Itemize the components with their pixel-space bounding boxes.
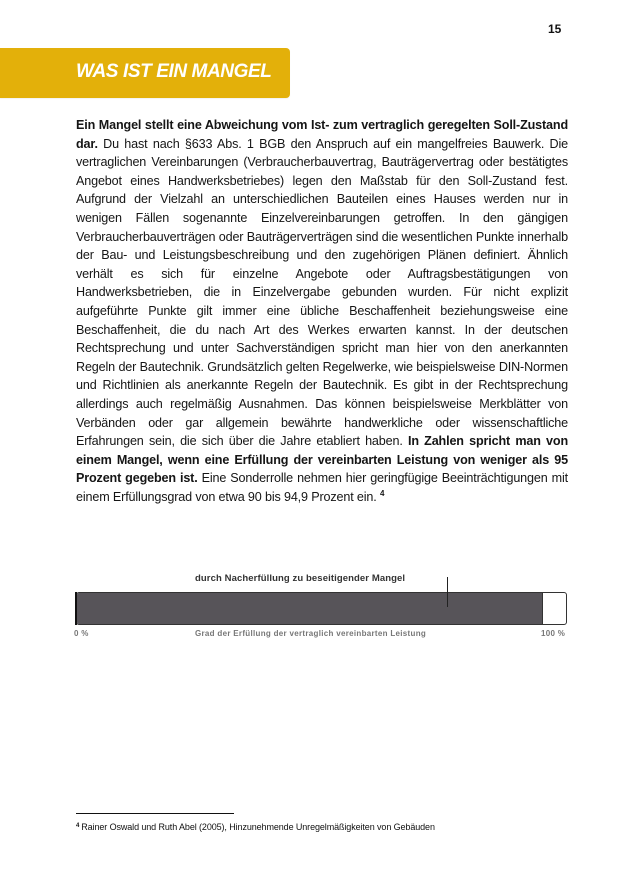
section-heading-title: WAS IST EIN MANGEL [76, 61, 272, 82]
footnote [76, 822, 435, 832]
footnote-reference[interactable]: 4 [379, 488, 385, 498]
fulfillment-bar-track [76, 592, 567, 625]
axis-max-label: 100 % [541, 629, 566, 638]
label-marker-line [447, 577, 448, 607]
bold-statement: In Zahlen spricht man von einem Mangel, wenn eine Erfüllung der vereinbarten Leistung von weniger als 95 Prozent gegeben ist. [76, 434, 569, 486]
figure-label: durch Nacherfüllung zu beseitigender Mangel [195, 573, 406, 584]
body-text-part-2: Eine Sonderrolle nehmen hier geringfügige Beeinträchtigungen mit einem Erfüllungsgrad von etwa 90 bis 94,9 Prozent ein. [76, 471, 568, 504]
footnote-number: 4 [76, 823, 80, 829]
axis-title: Grad der Erfüllung der vertraglich vereinbarten Leistung [195, 629, 427, 638]
section-heading-banner [0, 48, 290, 98]
axis-min-label: 0 % [74, 629, 89, 638]
footnote-divider [76, 813, 234, 814]
bold-intro: Ein Mangel stellt eine Abweichung vom Ist- zum vertraglich geregelten Soll-Zustand dar. [76, 118, 568, 151]
fulfillment-figure [0, 560, 644, 650]
fulfillment-bar-fill [77, 593, 543, 624]
footnote-text: Rainer Oswald und Ruth Abel (2005), Hinzunehmende Unregelmäßigkeiten von Gebäuden [81, 822, 435, 832]
page-number: 15 [548, 22, 562, 36]
bar-left-edge [75, 592, 77, 625]
body-text-part-1: Du hast nach §633 Abs. 1 BGB den Anspruch auf ein mangelfreies Bauwerk. Die vertraglichen Vereinbarungen (Verbraucherbauvertrag, Bauträgervertrag oder bestätigtes Angebot eines Handwerksbetriebes) legen den Maßstab für den Soll-Zustand fest. Aufgrund der Vielzahl an unterschiedlichen Bauteilen eines Hauses werden nur in wenigen Fällen sogenannte Einzelvereinbarungen getroffen. In den gängigen Verbraucherbauverträgen oder Bauträgerverträgen sind die wesentlichen Punkte innerhalb der Bau- und Leistungsbeschreibung und den zugehörigen Plänen definiert. Ähnlich verhält es sich für einzelne Angebote oder Auftragsbestätigungen von Handwerksbetrieben, die in Einzelvergabe gebunden wurden. Für nicht explizit aufgeführte Punkte gilt immer eine übliche Beschaffenheit beziehungsweise eine Beschaffenheit, die du nach Art des Werkes erwarten kannst. In der deutschen Rechtsprechung und unter Sachverständigen spricht man hier von den anerkannten Regeln der Bautechnik. Grundsätzlich gelten Regelwerke, wie beispielsweise DIN-Normen und Richtlinien als anerkannte Regeln der Bautechnik. Es gibt in der Rechtsprechung allerdings auch regelmäßig Ausnahmen. Das können beispielsweise Merkblätter von Verbänden oder gar allgemein bewährte handwerkliche oder wissenschaftliche Erfahrungen sein, die sich über die Jahre etabliert haben. [76, 136, 568, 449]
body-paragraph [76, 116, 568, 506]
